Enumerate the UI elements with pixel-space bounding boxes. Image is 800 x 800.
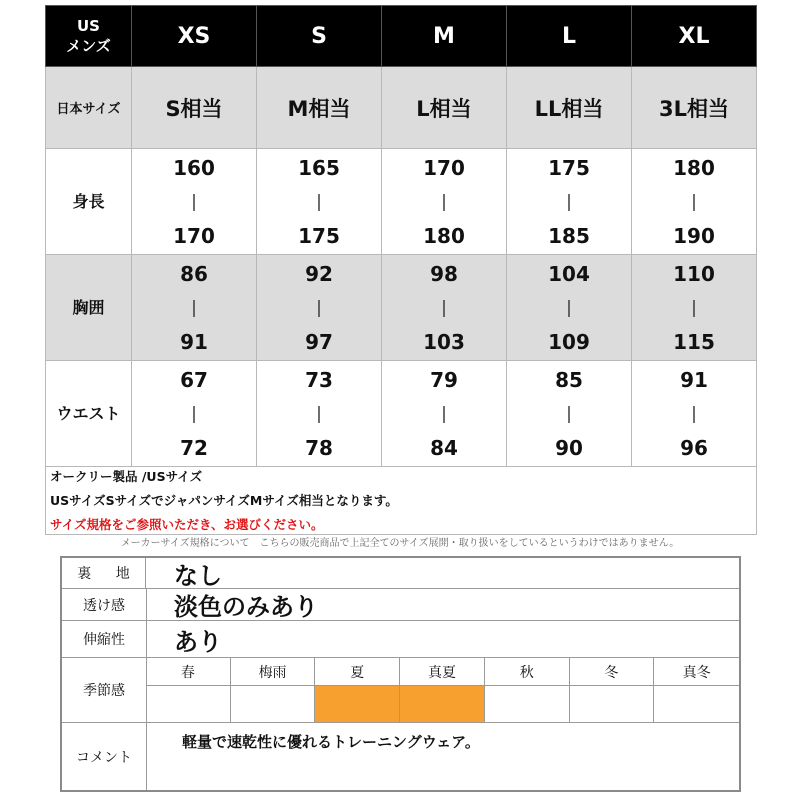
season-grid: [146, 658, 739, 722]
range-max: 72: [180, 435, 208, 460]
stretch-value: あり: [174, 627, 222, 656]
range-min: 170: [423, 155, 465, 180]
season-name: 真夏: [400, 658, 485, 686]
range-cell: [632, 149, 757, 255]
range-separator: |: [691, 403, 697, 424]
lining-row: [62, 558, 739, 589]
range-min: 79: [430, 367, 458, 392]
season-indicator: [654, 686, 739, 722]
maker-size-footnote: メーカーサイズ規格について こちらの販売商品で上記全てのサイズ展開・取り扱いをしているというわけではありません。: [120, 538, 680, 549]
comment-label: コメント: [62, 723, 147, 790]
jp-size-cell: 3L相当: [632, 67, 757, 149]
range-separator: |: [316, 191, 322, 212]
season-row: [62, 658, 739, 723]
height-label: 身長: [46, 149, 132, 255]
range-cell: [382, 255, 507, 361]
jp-size-cell: L相当: [382, 67, 507, 149]
waist-label: ウエスト: [46, 361, 132, 467]
size-l-header: L: [507, 6, 632, 67]
size-xs-header: XS: [132, 6, 257, 67]
range-separator: |: [316, 297, 322, 318]
season-indicator: [400, 686, 485, 722]
range-min: 85: [555, 367, 583, 392]
stretch-row: [62, 621, 739, 658]
range-min: 160: [173, 155, 215, 180]
season-name: 梅雨: [231, 658, 316, 686]
season-name: 春: [146, 658, 231, 686]
range-min: 175: [548, 155, 590, 180]
season-indicator: [485, 686, 570, 722]
range-max: 175: [298, 223, 340, 248]
season-indicator: [315, 686, 400, 722]
range-max: 115: [673, 329, 715, 354]
note-line: USサイズSサイズでジャパンサイズMサイズ相当となります。: [50, 493, 398, 508]
stretch-label: 伸縮性: [62, 621, 147, 657]
range-cell: [132, 361, 257, 467]
lining-value: なし: [174, 561, 222, 590]
chest-row: [46, 255, 757, 361]
jp-size-cell: LL相当: [507, 67, 632, 149]
height-row: [46, 149, 757, 255]
size-header-row: [46, 6, 757, 67]
range-max: 78: [305, 435, 333, 460]
range-cell: [632, 255, 757, 361]
range-max: 96: [680, 435, 708, 460]
size-xl-header: XL: [632, 6, 757, 67]
range-max: 91: [180, 329, 208, 354]
season-label: 季節感: [62, 658, 147, 722]
range-min: 180: [673, 155, 715, 180]
range-max: 97: [305, 329, 333, 354]
range-cell: [257, 255, 382, 361]
comment-row: [62, 723, 739, 790]
range-min: 73: [305, 367, 333, 392]
range-cell: [507, 361, 632, 467]
size-chart-table: [45, 5, 757, 467]
size-s-header: S: [257, 6, 382, 67]
jp-size-label: 日本サイズ: [46, 67, 132, 149]
range-separator: |: [566, 191, 572, 212]
range-min: 91: [680, 367, 708, 392]
chest-label: 胸囲: [46, 255, 132, 361]
jp-size-cell: S相当: [132, 67, 257, 149]
range-separator: |: [191, 297, 197, 318]
sheer-label: 透け感: [62, 589, 147, 620]
sheer-value: 淡色のみあり: [174, 593, 318, 621]
range-cell: [382, 361, 507, 467]
jp-size-row: [46, 67, 757, 149]
range-separator: |: [441, 191, 447, 212]
range-separator: |: [316, 403, 322, 424]
season-indicator: [570, 686, 655, 722]
season-name: 秋: [485, 658, 570, 686]
comment-value: 軽量で速乾性に優れるトレーニングウェア。: [182, 733, 480, 751]
range-separator: |: [566, 403, 572, 424]
range-min: 86: [180, 261, 208, 286]
season-indicator: [231, 686, 316, 722]
season-name: 冬: [570, 658, 655, 686]
range-separator: |: [191, 191, 197, 212]
waist-row: [46, 361, 757, 467]
range-cell: [507, 255, 632, 361]
range-max: 170: [173, 223, 215, 248]
range-separator: |: [441, 297, 447, 318]
note-warning: サイズ規格をご参照いただき、お選びください。: [50, 517, 324, 532]
range-max: 103: [423, 329, 465, 354]
size-notes: [45, 462, 757, 535]
range-cell: [382, 149, 507, 255]
season-name: 夏: [315, 658, 400, 686]
size-m-header: M: [382, 6, 507, 67]
range-cell: [257, 361, 382, 467]
range-min: 110: [673, 261, 715, 286]
lining-label: 裏 地: [62, 558, 146, 588]
range-cell: [632, 361, 757, 467]
range-max: 190: [673, 223, 715, 248]
jp-size-cell: M相当: [257, 67, 382, 149]
range-separator: |: [691, 191, 697, 212]
range-min: 67: [180, 367, 208, 392]
range-max: 90: [555, 435, 583, 460]
season-indicator: [146, 686, 231, 722]
range-separator: |: [441, 403, 447, 424]
mens-label: メンズ: [66, 37, 111, 55]
range-separator: |: [191, 403, 197, 424]
range-cell: [132, 255, 257, 361]
range-min: 165: [298, 155, 340, 180]
range-cell: [257, 149, 382, 255]
range-separator: |: [691, 297, 697, 318]
range-max: 109: [548, 329, 590, 354]
range-cell: [507, 149, 632, 255]
season-name: 真冬: [654, 658, 739, 686]
range-cell: [132, 149, 257, 255]
range-separator: |: [566, 297, 572, 318]
note-line: オークリー製品 /USサイズ: [50, 469, 203, 484]
range-max: 185: [548, 223, 590, 248]
range-min: 98: [430, 261, 458, 286]
sheer-row: [62, 589, 739, 621]
us-mens-header: [46, 6, 132, 67]
range-min: 92: [305, 261, 333, 286]
us-label: US: [77, 17, 100, 35]
range-max: 84: [430, 435, 458, 460]
range-max: 180: [423, 223, 465, 248]
range-min: 104: [548, 261, 590, 286]
product-detail-table: [60, 556, 741, 792]
